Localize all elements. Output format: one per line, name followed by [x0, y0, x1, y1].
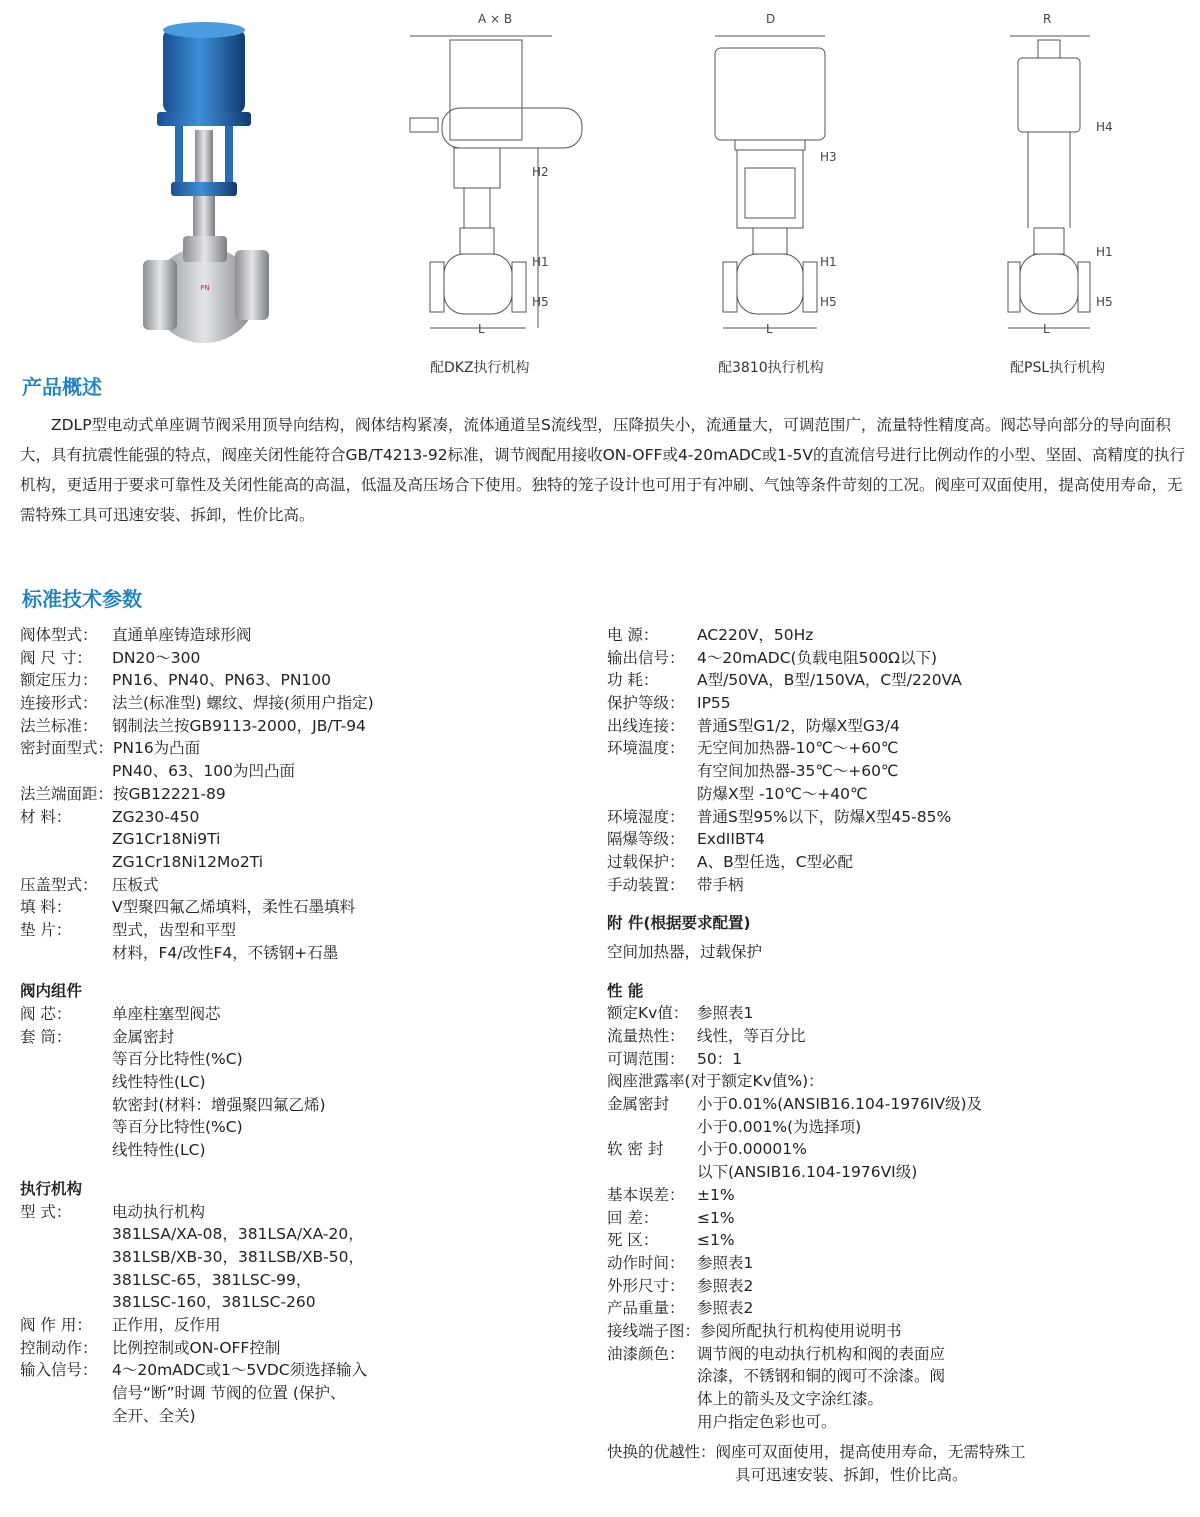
spec-row [607, 1048, 1187, 1071]
psl-drawing [1000, 28, 1100, 350]
caption-3810: 配3810执行机构 [718, 360, 824, 376]
spec-value: 比例控制或ON-OFF控制 [112, 1338, 281, 1357]
spec-row [20, 737, 580, 760]
spec-label: 动作时间： [607, 1253, 685, 1272]
spec-value: ±1% [697, 1185, 735, 1204]
spec-value: 参阅所配执行机构使用说明书 [700, 1321, 902, 1340]
dim-label-l-b: L [766, 322, 773, 336]
spec-value: IP55 [697, 694, 731, 713]
spec-continuation: 381LSC-65，381LSC-99， [112, 1270, 312, 1289]
spec-row [607, 624, 1187, 647]
spec-row [20, 806, 580, 829]
spec-value: 50：1 [697, 1049, 743, 1068]
spec-value: 4～20mADC或1～5VDC须选择输入 [112, 1361, 368, 1380]
spec-value: PN16、PN40、PN63、PN100 [112, 671, 332, 690]
spec-value: 型式，齿型和平型 [112, 920, 237, 939]
spec-value: AC220V，50Hz [697, 626, 814, 644]
spec-value: 钢制法兰按GB9113-2000，JB/T-94 [112, 716, 366, 735]
internals-spec-list [20, 1003, 580, 1162]
spec-row [607, 806, 1187, 829]
spec-label: 控制动作： [20, 1338, 98, 1357]
spec-label: 基本误差： [607, 1185, 685, 1204]
spec-continuation: 软密封(材料：增强聚四氟乙烯) [112, 1095, 326, 1114]
spec-label: 阀 尺 寸： [20, 648, 92, 667]
spec-row [20, 783, 580, 806]
spec-row [20, 1201, 580, 1224]
spec-label: 外形尺寸： [607, 1276, 685, 1295]
spec-row [20, 692, 580, 715]
dim-label-r: R [1043, 12, 1052, 26]
spec-row [20, 624, 580, 647]
accessories-heading: 附 件(根据要求配置) [607, 914, 751, 933]
spec-label: 油漆颜色： [607, 1344, 685, 1363]
spec-continuation: 等百分比特性(%C) [112, 1050, 243, 1069]
spec-row [607, 647, 1187, 670]
actuator-heading: 执行机构 [20, 1179, 83, 1198]
spec-row [607, 1025, 1187, 1048]
spec-value: DN20～300 [112, 648, 201, 667]
specs-title: 标准技术参数 [22, 587, 142, 611]
spec-label: 出线连接： [607, 716, 685, 735]
spec-row [607, 1093, 1187, 1116]
spec-continuation: 381LSA/XA-08，381LSA/XA-20， [112, 1225, 364, 1244]
general-spec-list [20, 624, 580, 964]
spec-label: 隔爆等级： [607, 830, 685, 849]
spec-label: 流量热性： [607, 1027, 685, 1045]
spec-continuation: 线性特性(LC) [112, 1141, 206, 1160]
overview-title: 产品概述 [22, 375, 102, 399]
spec-row [607, 692, 1187, 715]
dim-label-h1: H1 [532, 255, 549, 269]
spec-row [607, 874, 1187, 897]
spec-row [607, 1002, 1187, 1025]
spec-continuation: 381LSB/XB-30，381LSB/XB-50， [112, 1247, 364, 1266]
spec-label: 可调范围： [607, 1049, 685, 1068]
spec-value: 无空间加热器-10℃～+60℃ [697, 739, 899, 758]
spec-row [20, 715, 580, 738]
spec-label: 压盖型式： [20, 875, 98, 894]
spec-label: 阀 作 用： [20, 1315, 92, 1334]
spec-row [607, 1297, 1187, 1320]
spec-continuation: 有空间加热器-35℃～+60℃ [697, 762, 899, 781]
dim-label-h5-c: H5 [1096, 295, 1113, 309]
spec-value: ExdIIBT4 [697, 830, 765, 849]
s3810-drawing [705, 28, 835, 350]
spec-row [20, 1314, 580, 1337]
spec-label: 功 耗： [607, 671, 659, 690]
dim-label-h5-b: H5 [820, 295, 837, 309]
dim-label-d: D [766, 12, 776, 26]
spec-value: A、B型任选，C型必配 [697, 852, 854, 871]
spec-label: 回 差： [607, 1208, 659, 1227]
spec-value: 小于0.00001% [697, 1140, 807, 1159]
dim-label-l: L [478, 322, 485, 336]
spec-label: 法兰端面距： [20, 784, 114, 803]
svg-text:PN: PN [200, 284, 210, 292]
performance-heading: 性 能 [607, 981, 644, 1000]
spec-continuation: 防爆X型 -10℃～+40℃ [697, 784, 868, 803]
spec-label: 阀 芯： [20, 1005, 72, 1023]
spec-row [20, 1026, 580, 1049]
spec-value: PN16为凸面 [113, 739, 201, 758]
spec-label: 接线端子图： [607, 1321, 701, 1340]
spec-row [20, 1003, 580, 1026]
spec-label: 软 密 封 [607, 1140, 664, 1159]
spec-label: 环境温度： [607, 739, 685, 758]
spec-row [607, 669, 1187, 692]
spec-continuation: 以下(ANSIB16.104-1976VI级) [697, 1163, 918, 1182]
spec-row [20, 919, 580, 942]
spec-label: 额定Kv值： [607, 1004, 689, 1023]
spec-continuation: PN40、63、100为凹凸面 [112, 762, 295, 781]
spec-row [20, 669, 580, 692]
specs-left-column [20, 624, 580, 1427]
spec-row [607, 737, 1187, 760]
dim-label-h5: H5 [532, 295, 549, 309]
spec-label: 环境湿度： [607, 807, 685, 826]
dim-label-l-c: L [1043, 322, 1050, 336]
spec-value: A型/50VA，B型/150VA，C型/220VA [697, 671, 962, 690]
spec-continuation: 等百分比特性(%C) [112, 1118, 243, 1137]
spec-row [20, 896, 580, 919]
specs-right-column [607, 624, 1187, 1487]
spec-value: 普通S型95%以下，防爆X型45-85% [697, 807, 952, 826]
spec-row [607, 1229, 1187, 1252]
dim-label-h4: H4 [1096, 120, 1113, 134]
dim-label-ab: A × B [478, 12, 513, 26]
spec-continuation: ZG1Cr18Ni9Ti [112, 830, 221, 849]
spec-value: 线性，等百分比 [697, 1027, 806, 1045]
spec-row [20, 1337, 580, 1360]
spec-value: 压板式 [112, 875, 159, 894]
spec-label: 套 筒： [20, 1027, 72, 1046]
spec-row [607, 715, 1187, 738]
spec-continuation: 小于0.001%(为选择项) [697, 1117, 862, 1136]
actuator-spec-list [20, 1201, 580, 1428]
spec-label: 产品重量： [607, 1299, 685, 1318]
spec-row [20, 874, 580, 897]
spec-row [607, 1070, 1187, 1093]
spec-value: 带手柄 [697, 875, 744, 894]
spec-label: 阀座泄露率(对于额定Kv值%)： [607, 1072, 824, 1091]
dkz-drawing [402, 28, 592, 350]
advantage-continuation: 具可迅速安装、拆卸，性价比高。 [735, 1466, 968, 1485]
spec-continuation: 信号“断”时调 节阀的位置 (保护、 [112, 1384, 346, 1402]
spec-value: 单座柱塞型阀芯 [112, 1005, 221, 1023]
spec-row [607, 1252, 1187, 1275]
spec-label: 垫 片： [20, 920, 72, 939]
spec-label: 保护等级： [607, 694, 685, 713]
advantage-row [607, 1441, 1187, 1464]
spec-label: 材 料： [20, 807, 72, 826]
overview-text [20, 410, 1190, 530]
spec-row [607, 1343, 1187, 1366]
spec-value: V型聚四氟乙烯填料，柔性石墨填料 [112, 898, 356, 917]
internals-heading: 阀内组件 [20, 982, 83, 1001]
spec-value: 参照表2 [697, 1276, 754, 1295]
spec-value: ZG230-450 [112, 807, 200, 826]
dim-label-h1-b: H1 [820, 255, 837, 269]
accessories-text: 空间加热器，过载保护 [607, 942, 763, 961]
spec-continuation: 涂漆，不锈钢和铜的阀可不涂漆。阀 [697, 1367, 946, 1386]
spec-value: ≤1% [697, 1231, 735, 1250]
spec-row [20, 647, 580, 670]
dim-label-h3: H3 [820, 150, 837, 164]
spec-value: 电动执行机构 [112, 1202, 206, 1221]
spec-value: 法兰(标准型) 螺纹、焊接(须用户指定) [112, 694, 374, 713]
spec-value: 小于0.01%(ANSIB16.104-1976IV级)及 [697, 1095, 983, 1114]
spec-continuation: 全开、全关) [112, 1406, 196, 1425]
spec-value: 参照表1 [697, 1004, 754, 1023]
spec-label: 过载保护： [607, 852, 685, 871]
electrical-spec-list [607, 624, 1187, 896]
overview-paragraph: ZDLP型电动式单座调节阀采用顶导向结构，阀体结构紧凑，流体通道呈S流线型，压降损失小，流通量大，可调范围广，流量特性精度高。阀芯导向部分的导向面积大，具有抗震性能强的特点，阀座关闭性能符合GB/T4213-92标准，调节阀配用接收ON-OFF或4-20mADC或1-5V的直流信号进行比例动作的小型、坚固、高精度的执行机构，更适用于要求可靠性及关闭性能高的高温，低温及高压场合下使用。独特的笼子设计也可用于有冲刷、气蚀等条件苛刻的工况。阀座可双面使用，提高使用寿命，无需特殊工具可迅速安装、拆卸，性价比高。 [20, 416, 1186, 524]
spec-value: 按GB12221-89 [113, 784, 226, 803]
spec-value: 直通单座铸造球形阀 [112, 626, 252, 644]
spec-row [607, 1207, 1187, 1230]
spec-label: 死 区： [607, 1231, 659, 1250]
caption-dkz: 配DKZ执行机构 [430, 360, 530, 376]
valve-photo [135, 20, 285, 355]
spec-value: ≤1% [697, 1208, 735, 1227]
spec-label: 金属密封 [607, 1095, 670, 1114]
spec-value: 正作用，反作用 [112, 1315, 221, 1334]
advantage-value: 阀座可双面使用，提高使用寿命，无需特殊工 [715, 1443, 1026, 1462]
caption-psl: 配PSL执行机构 [1010, 360, 1106, 376]
spec-label: 型 式： [20, 1202, 72, 1221]
spec-label: 密封面型式： [20, 739, 114, 758]
spec-row [20, 1359, 580, 1382]
spec-label: 阀体型式： [20, 626, 98, 644]
spec-value: 4～20mADC(负载电阻500Ω以下) [697, 648, 938, 667]
spec-continuation: 线性特性(LC) [112, 1073, 206, 1092]
spec-value: 普通S型G1/2，防爆X型G3/4 [697, 716, 900, 735]
spec-row [607, 1320, 1187, 1343]
performance-spec-list [607, 1002, 1187, 1433]
spec-continuation: 体上的箭头及文字涂红漆。 [697, 1390, 884, 1408]
spec-continuation: 用户指定色彩也可。 [697, 1412, 837, 1431]
spec-value: 调节阀的电动执行机构和阀的表面应 [697, 1344, 946, 1363]
spec-label: 填 料： [20, 898, 72, 917]
spec-continuation: 381LSC-160，381LSC-260 [112, 1293, 316, 1312]
spec-row [607, 851, 1187, 874]
spec-label: 电 源： [607, 626, 659, 644]
spec-continuation: ZG1Cr18Ni12Mo2Ti [112, 852, 264, 871]
dim-label-h2: H2 [532, 165, 549, 179]
dim-label-h1-c: H1 [1096, 245, 1113, 259]
spec-row [607, 1275, 1187, 1298]
spec-row [607, 1138, 1187, 1161]
spec-label: 手动装置： [607, 875, 685, 894]
spec-row [607, 828, 1187, 851]
spec-value: 参照表2 [697, 1299, 754, 1318]
spec-label: 额定压力： [20, 671, 98, 690]
spec-label: 连接形式： [20, 694, 98, 713]
spec-continuation: 材料，F4/改性F4，不锈钢+石墨 [112, 943, 339, 962]
spec-row [607, 1184, 1187, 1207]
advantage-label: 快换的优越性： [607, 1443, 716, 1462]
spec-label: 法兰标准： [20, 716, 98, 735]
spec-label: 输入信号： [20, 1361, 98, 1380]
spec-label: 输出信号： [607, 648, 685, 667]
spec-value: 参照表1 [697, 1253, 754, 1272]
spec-value: 金属密封 [112, 1027, 175, 1046]
